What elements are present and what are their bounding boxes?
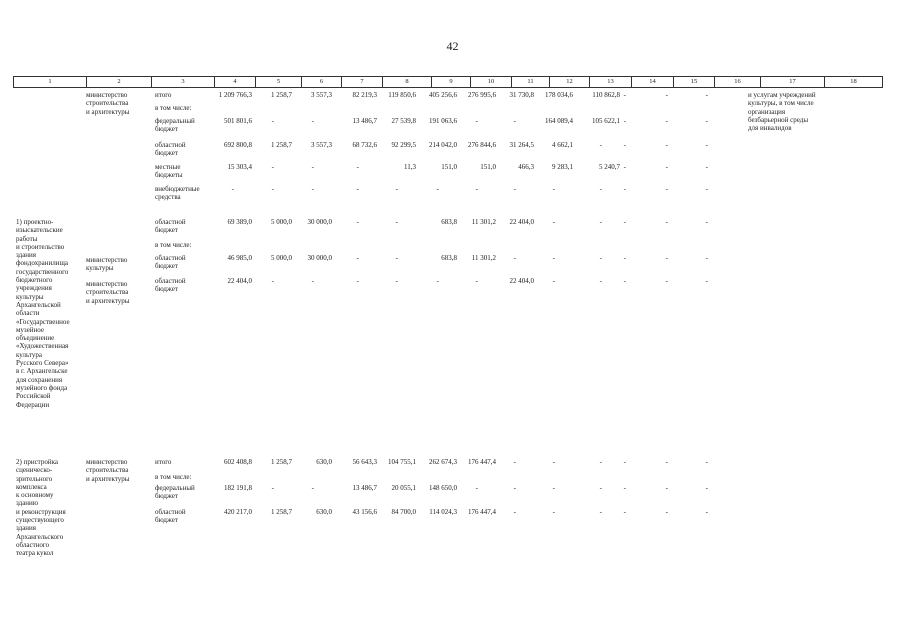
header-col-14: 14 bbox=[631, 77, 673, 87]
header-col-8: 8 bbox=[382, 77, 431, 87]
funding-source: областной бюджет bbox=[155, 218, 186, 235]
value-cell: 11,3 bbox=[404, 163, 416, 171]
value-cell: - bbox=[705, 254, 708, 262]
value-cell: - bbox=[271, 484, 274, 492]
value-cell: 46 985,0 bbox=[227, 254, 252, 262]
value-cell: 692 800,8 bbox=[224, 141, 252, 149]
value-cell: 3 557,3 bbox=[311, 91, 332, 99]
value-cell: 27 539,8 bbox=[391, 117, 416, 125]
header-col-3: 3 bbox=[151, 77, 214, 87]
value-cell: - bbox=[311, 185, 314, 193]
value-cell: 31 730,8 bbox=[509, 91, 534, 99]
value-cell: 31 264,5 bbox=[509, 141, 534, 149]
header-col-7: 7 bbox=[341, 77, 382, 87]
header-col-6: 6 bbox=[301, 77, 341, 87]
value-cell: 84 700,0 bbox=[391, 508, 416, 516]
value-cell: - bbox=[356, 277, 359, 285]
value-cell: - bbox=[436, 277, 439, 285]
value-cell: 30 000,0 bbox=[307, 254, 332, 262]
value-cell: - bbox=[705, 185, 708, 193]
measure-name: 2) пристройка сценическо- зрительного комплекса к основному зданию и реконструкция существующего здания Архангельского областного театра кукол bbox=[16, 458, 66, 558]
value-cell: - bbox=[356, 254, 359, 262]
header-col-18: 18 bbox=[824, 77, 882, 87]
value-cell: - bbox=[705, 163, 708, 171]
funding-source: областной бюджет bbox=[155, 508, 186, 525]
value-cell: 191 063,6 bbox=[429, 117, 457, 125]
value-cell: - bbox=[623, 508, 626, 516]
header-col-1: 1 bbox=[48, 78, 52, 85]
value-cell: - bbox=[552, 185, 555, 193]
header-col-17: 17 bbox=[760, 77, 824, 87]
value-cell: - bbox=[599, 254, 602, 262]
value-cell: 22 404,0 bbox=[509, 277, 534, 285]
value-cell: - bbox=[623, 141, 626, 149]
value-cell: 3 557,3 bbox=[311, 141, 332, 149]
responsible-executor: министерство строительства и архитектуры bbox=[86, 280, 130, 305]
value-cell: - bbox=[599, 277, 602, 285]
header-col-5: 5 bbox=[255, 77, 301, 87]
funding-source: итого bbox=[155, 91, 172, 99]
value-cell: 30 000,0 bbox=[307, 218, 332, 226]
value-cell: - bbox=[705, 141, 708, 149]
value-cell: 176 447,4 bbox=[468, 508, 496, 516]
value-cell: - bbox=[475, 185, 478, 193]
value-cell: - bbox=[513, 254, 516, 262]
value-cell: 82 219,3 bbox=[352, 91, 377, 99]
value-cell: - bbox=[513, 117, 516, 125]
value-cell: - bbox=[311, 117, 314, 125]
value-cell: - bbox=[599, 218, 602, 226]
value-cell: 630,0 bbox=[316, 458, 332, 466]
responsible-executor: министерство строительства и архитектуры bbox=[86, 458, 130, 483]
value-cell: 1 258,7 bbox=[271, 91, 292, 99]
value-cell: 1 209 766,3 bbox=[218, 91, 252, 99]
value-cell: - bbox=[311, 277, 314, 285]
value-cell: - bbox=[665, 185, 668, 193]
header-col-9: 9 bbox=[431, 77, 470, 87]
value-cell: 1 258,7 bbox=[271, 458, 292, 466]
value-cell: 22 404,0 bbox=[227, 277, 252, 285]
value-cell: - bbox=[665, 163, 668, 171]
value-cell: - bbox=[623, 254, 626, 262]
value-cell: - bbox=[623, 163, 626, 171]
value-cell: - bbox=[623, 458, 626, 466]
header-col-12: 12 bbox=[549, 77, 589, 87]
value-cell: - bbox=[311, 484, 314, 492]
value-cell: - bbox=[513, 185, 516, 193]
value-cell: - bbox=[475, 277, 478, 285]
value-cell: 43 156,6 bbox=[352, 508, 377, 516]
value-cell: 262 674,3 bbox=[429, 458, 457, 466]
value-cell: - bbox=[705, 458, 708, 466]
value-cell: - bbox=[552, 218, 555, 226]
value-cell: - bbox=[552, 458, 555, 466]
value-cell: - bbox=[665, 458, 668, 466]
value-cell: - bbox=[271, 163, 274, 171]
header-col-11: 11 bbox=[511, 77, 549, 87]
value-cell: - bbox=[623, 185, 626, 193]
value-cell: 1 258,7 bbox=[271, 508, 292, 516]
header-col-15: 15 bbox=[673, 77, 714, 87]
header-col-4: 4 bbox=[214, 77, 255, 87]
value-cell: 178 034,6 bbox=[545, 91, 573, 99]
funding-source: в том числе: bbox=[155, 241, 192, 249]
value-cell: - bbox=[623, 91, 626, 99]
funding-source: внебюджетные средства bbox=[155, 185, 200, 202]
value-cell: 151,0 bbox=[480, 163, 496, 171]
value-cell: 22 404,0 bbox=[509, 218, 534, 226]
funding-source: в том числе: bbox=[155, 104, 192, 112]
value-cell: - bbox=[665, 117, 668, 125]
value-cell: 68 732,6 bbox=[352, 141, 377, 149]
header-col-13: 13 bbox=[589, 77, 631, 87]
value-cell: 466,3 bbox=[518, 163, 534, 171]
value-cell: - bbox=[356, 185, 359, 193]
value-cell: 276 995,6 bbox=[468, 91, 496, 99]
note-cell: и услугам учреждений культуры, в том числе организация безбарьерной среды для инвалидов bbox=[748, 91, 816, 133]
value-cell: - bbox=[623, 117, 626, 125]
funding-source: в том числе: bbox=[155, 473, 192, 481]
value-cell: 683,8 bbox=[441, 254, 457, 262]
value-cell: - bbox=[552, 484, 555, 492]
header-col-10: 10 bbox=[470, 77, 511, 87]
value-cell: 151,0 bbox=[441, 163, 457, 171]
responsible-executor: министерство строительства и архитектуры bbox=[86, 91, 130, 116]
value-cell: - bbox=[599, 458, 602, 466]
value-cell: 5 000,0 bbox=[271, 254, 292, 262]
value-cell: - bbox=[475, 484, 478, 492]
value-cell: 602 408,8 bbox=[224, 458, 252, 466]
measure-name: 1) проектно- изыскательские работы и строительство здания фондохранилища государственного бюджетного учреждения культуры Архангельской области «Государственное музейное объединение «Художественная культура Русского Севера» в г. Архангельске для сохранения музейного фонда Российской Федерации bbox=[16, 218, 70, 409]
header-col-16: 16 bbox=[714, 77, 760, 87]
value-cell: - bbox=[705, 218, 708, 226]
value-cell: 214 042,0 bbox=[429, 141, 457, 149]
value-cell: 104 755,1 bbox=[388, 458, 416, 466]
value-cell: - bbox=[231, 185, 234, 193]
page-number: 42 bbox=[446, 39, 459, 53]
value-cell: - bbox=[599, 484, 602, 492]
value-cell: 9 283,1 bbox=[552, 163, 573, 171]
value-cell: 13 486,7 bbox=[352, 117, 377, 125]
value-cell: - bbox=[665, 254, 668, 262]
funding-source: федеральный бюджет bbox=[155, 117, 195, 134]
value-cell: - bbox=[623, 277, 626, 285]
value-cell: - bbox=[665, 91, 668, 99]
value-cell: - bbox=[705, 508, 708, 516]
value-cell: 5 240,7 bbox=[599, 163, 620, 171]
value-cell: 405 256,6 bbox=[429, 91, 457, 99]
value-cell: 11 301,2 bbox=[471, 218, 496, 226]
value-cell: - bbox=[705, 484, 708, 492]
value-cell: 683,8 bbox=[441, 218, 457, 226]
value-cell: - bbox=[311, 163, 314, 171]
value-cell: 11 301,2 bbox=[471, 254, 496, 262]
value-cell: - bbox=[599, 185, 602, 193]
value-cell: 15 303,4 bbox=[227, 163, 252, 171]
value-cell: - bbox=[271, 277, 274, 285]
value-cell: - bbox=[271, 185, 274, 193]
value-cell: - bbox=[665, 484, 668, 492]
value-cell: - bbox=[705, 91, 708, 99]
value-cell: - bbox=[665, 218, 668, 226]
value-cell: 148 650,0 bbox=[429, 484, 457, 492]
value-cell: - bbox=[665, 141, 668, 149]
funding-source: областной бюджет bbox=[155, 277, 186, 294]
value-cell: - bbox=[705, 277, 708, 285]
value-cell: - bbox=[665, 277, 668, 285]
value-cell: - bbox=[356, 163, 359, 171]
responsible-executor: министерство культуры bbox=[86, 256, 128, 273]
value-cell: 114 024,3 bbox=[429, 508, 457, 516]
value-cell: 164 089,4 bbox=[545, 117, 573, 125]
value-cell: - bbox=[599, 508, 602, 516]
value-cell: 420 217,0 bbox=[224, 508, 252, 516]
value-cell: - bbox=[395, 254, 398, 262]
value-cell: 13 486,7 bbox=[352, 484, 377, 492]
funding-source: местные бюджеты bbox=[155, 163, 183, 180]
value-cell: - bbox=[271, 117, 274, 125]
value-cell: 20 055,1 bbox=[391, 484, 416, 492]
value-cell: - bbox=[513, 458, 516, 466]
value-cell: - bbox=[395, 277, 398, 285]
value-cell: - bbox=[552, 254, 555, 262]
value-cell: 176 447,4 bbox=[468, 458, 496, 466]
value-cell: - bbox=[623, 218, 626, 226]
value-cell: - bbox=[552, 277, 555, 285]
value-cell: 56 643,3 bbox=[352, 458, 377, 466]
value-cell: - bbox=[513, 484, 516, 492]
value-cell: - bbox=[475, 117, 478, 125]
value-cell: 4 662,1 bbox=[552, 141, 573, 149]
value-cell: - bbox=[395, 185, 398, 193]
value-cell: - bbox=[623, 484, 626, 492]
value-cell: 92 299,5 bbox=[391, 141, 416, 149]
value-cell: - bbox=[513, 508, 516, 516]
value-cell: 501 801,6 bbox=[224, 117, 252, 125]
value-cell: 110 862,8 bbox=[592, 91, 620, 99]
table-header-row bbox=[13, 76, 883, 88]
value-cell: 69 389,0 bbox=[227, 218, 252, 226]
value-cell: - bbox=[395, 218, 398, 226]
value-cell: 5 000,0 bbox=[271, 218, 292, 226]
value-cell: 105 622,1 bbox=[592, 117, 620, 125]
value-cell: - bbox=[599, 141, 602, 149]
value-cell: - bbox=[552, 508, 555, 516]
funding-source: областной бюджет bbox=[155, 254, 186, 271]
value-cell: - bbox=[705, 117, 708, 125]
value-cell: 276 844,6 bbox=[468, 141, 496, 149]
value-cell: - bbox=[356, 218, 359, 226]
funding-source: федеральный бюджет bbox=[155, 484, 195, 501]
value-cell: - bbox=[665, 508, 668, 516]
header-col-2: 2 bbox=[86, 77, 151, 87]
funding-source: итого bbox=[155, 458, 172, 466]
value-cell: 119 850,6 bbox=[388, 91, 416, 99]
value-cell: 1 258,7 bbox=[271, 141, 292, 149]
value-cell: - bbox=[436, 185, 439, 193]
funding-source: областной бюджет bbox=[155, 141, 186, 158]
value-cell: 630,0 bbox=[316, 508, 332, 516]
value-cell: 182 191,8 bbox=[224, 484, 252, 492]
